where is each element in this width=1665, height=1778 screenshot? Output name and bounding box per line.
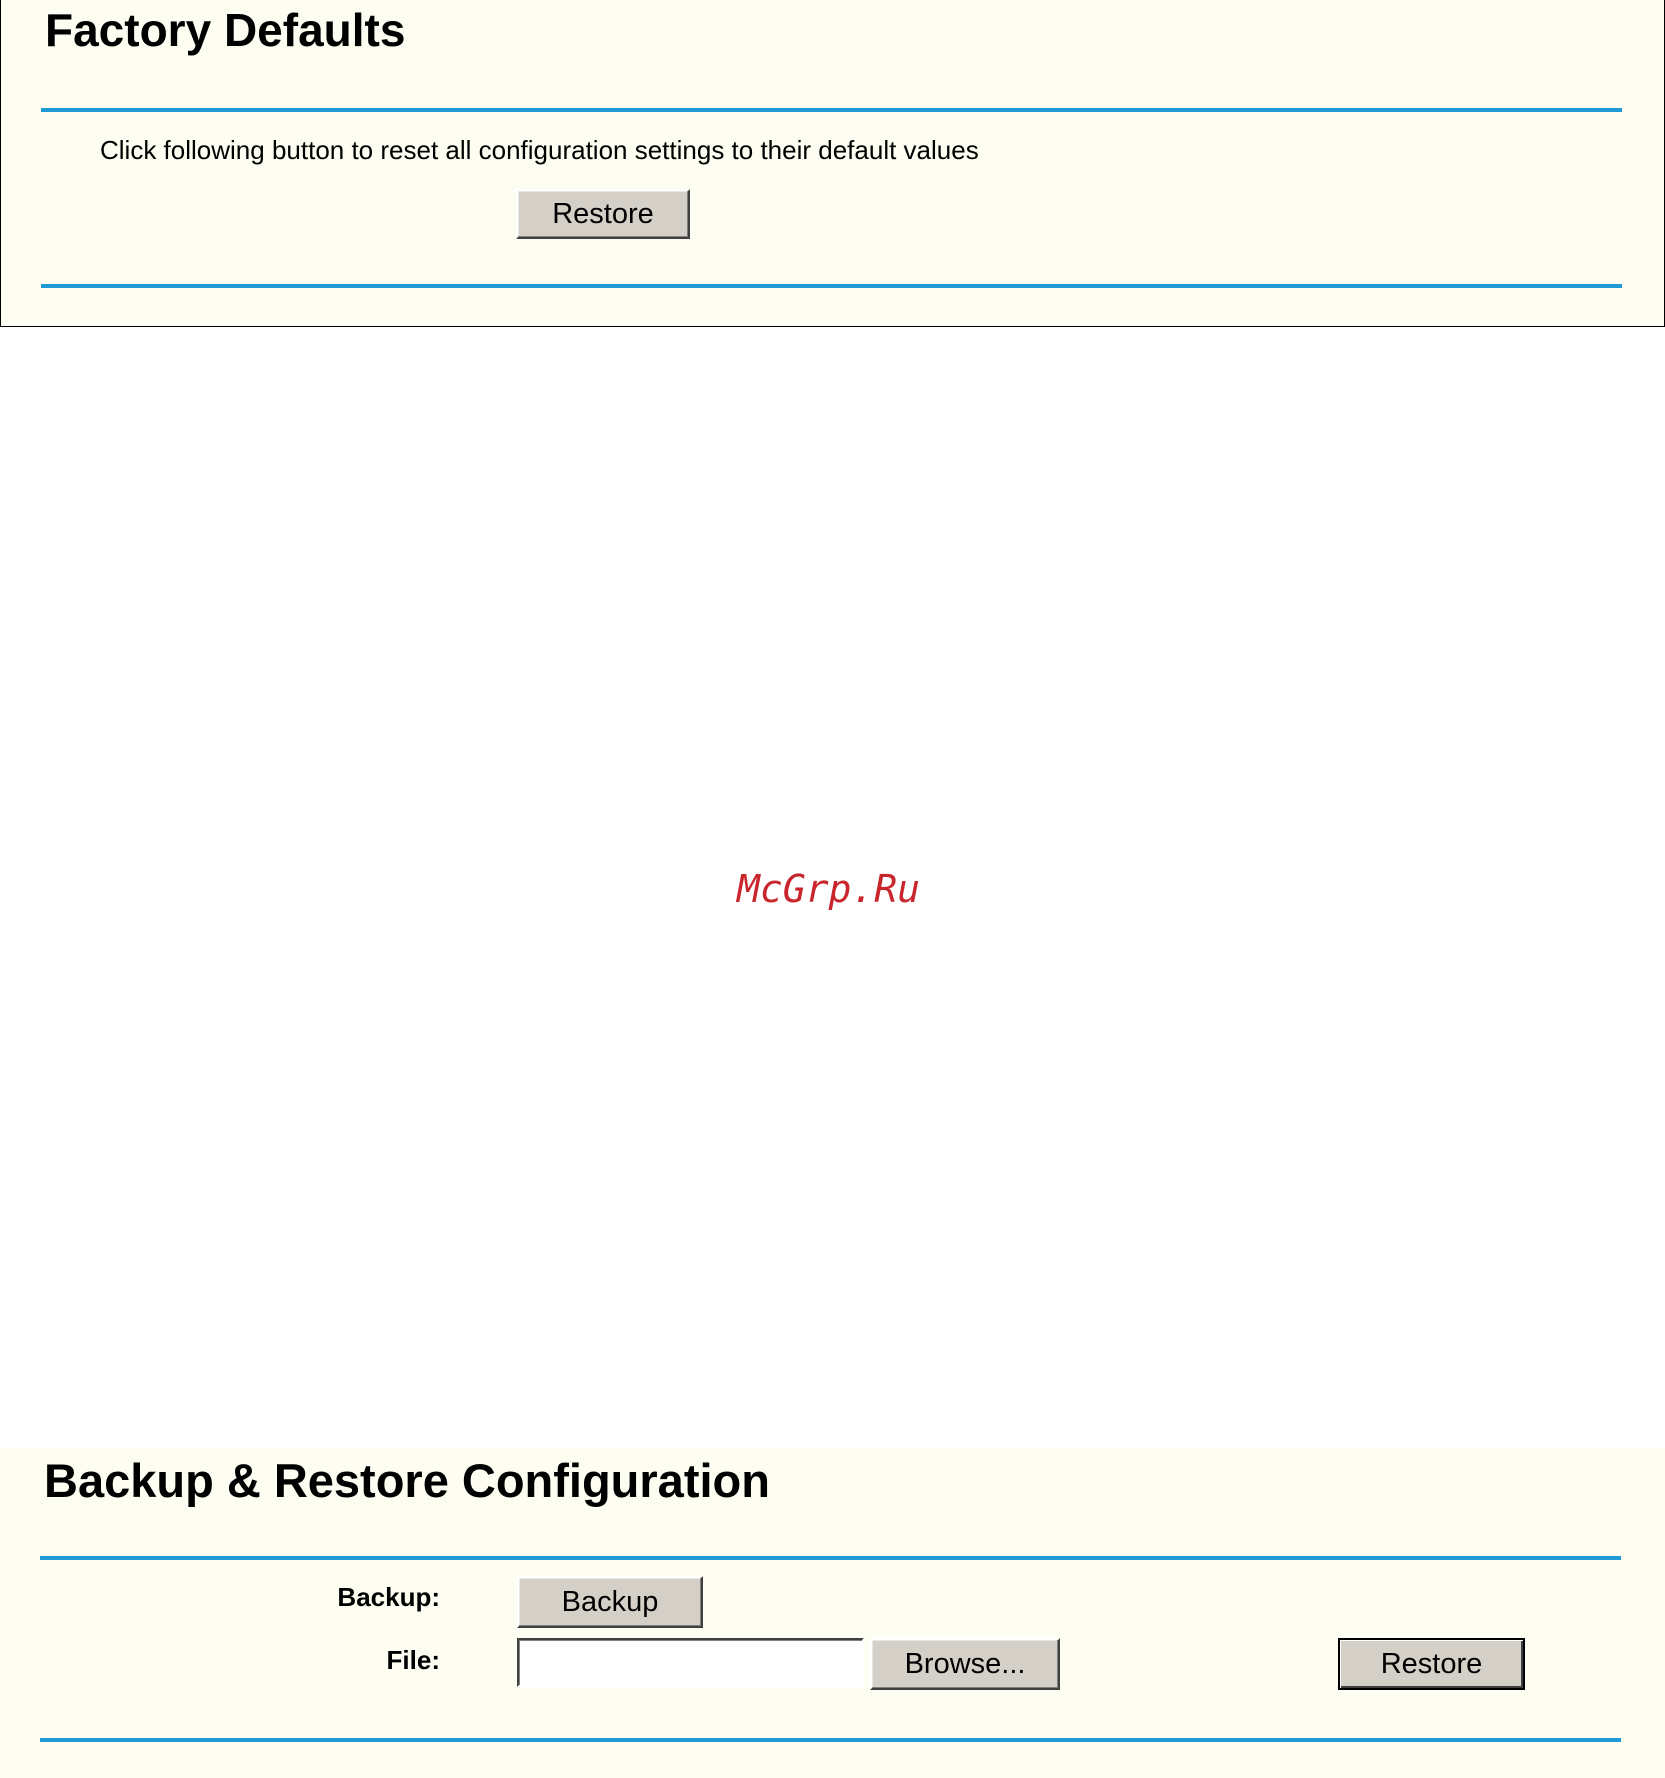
factory-defaults-description: Click following button to reset all configuration settings to their default values: [100, 135, 979, 165]
factory-defaults-panel: [0, 0, 1665, 327]
config-restore-button[interactable]: Restore: [1338, 1638, 1525, 1690]
file-path-input[interactable]: [517, 1638, 864, 1687]
browse-button[interactable]: Browse...: [870, 1638, 1060, 1690]
watermark: McGrp.Ru: [737, 867, 921, 911]
backup-restore-panel: [0, 1447, 1665, 1778]
file-label: File:: [386, 1645, 440, 1675]
backup-restore-top-divider: [40, 1556, 1621, 1560]
backup-button[interactable]: Backup: [517, 1576, 703, 1628]
backup-label: Backup:: [337, 1582, 440, 1612]
factory-defaults-top-divider: [41, 108, 1622, 112]
backup-restore-title: Backup & Restore Configuration: [44, 1454, 770, 1507]
factory-defaults-bottom-divider: [41, 284, 1622, 288]
backup-restore-bottom-divider: [40, 1738, 1621, 1742]
factory-restore-button[interactable]: Restore: [516, 189, 690, 239]
factory-defaults-title: Factory Defaults: [45, 4, 406, 56]
